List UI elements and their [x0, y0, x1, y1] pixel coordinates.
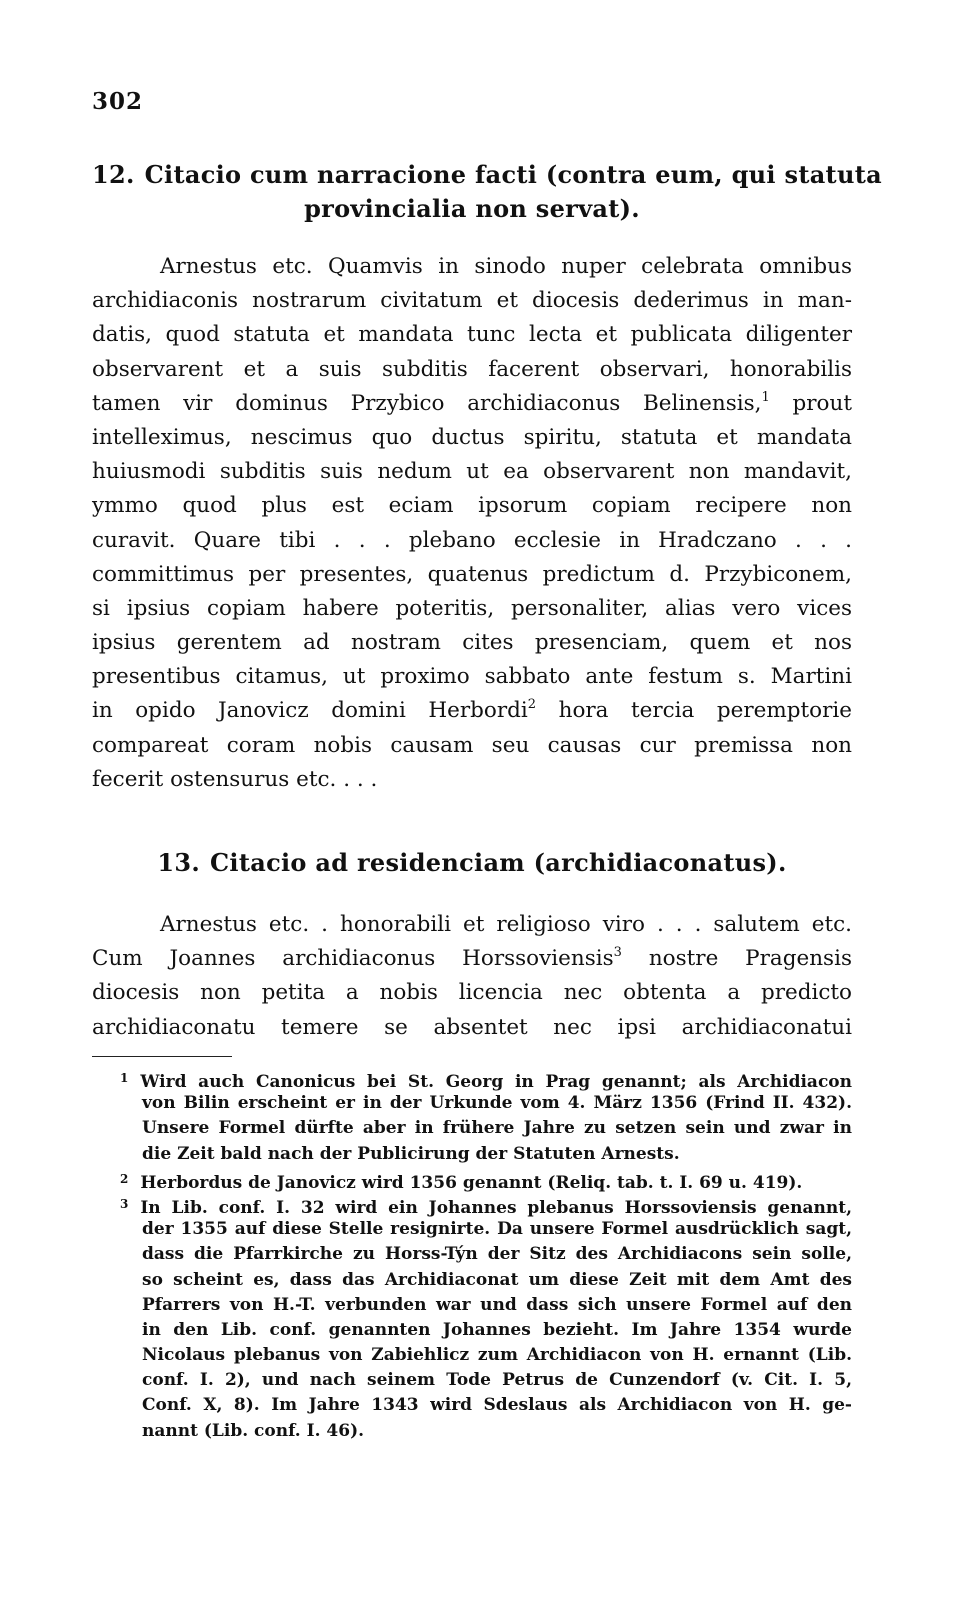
footnote-ref-1: 1: [761, 389, 770, 405]
footnote-3-text: In Lib. conf. I. 32 wird ein Johannes plebanus Horssoviensis genannt,: [140, 1197, 852, 1218]
body-12-line-segment: tamen vir dominus Przybico archidiaconus Belinensis,: [92, 390, 762, 416]
page-number: 302: [92, 88, 144, 115]
body-12-line: [92, 694, 852, 728]
body-13-line-segment: Cum Joannes archidiaconus Horssoviensis: [92, 946, 614, 972]
body-13-line: [92, 942, 852, 976]
body-13-line: Arnestus etc. . honorabili et religioso viro . . . salutem etc.: [160, 912, 852, 937]
section-heading-12: [92, 158, 882, 226]
footnote-divider: [92, 1056, 232, 1057]
footnote-3-line: Conf. X, 8). Im Jahre 1343 wird Sdeslaus als Archidiacon von H. ge-: [142, 1395, 852, 1416]
body-13-line: diocesis non petita a nobis licencia nec obtenta a predicto: [92, 980, 852, 1006]
heading-13-number: 13.: [157, 848, 201, 877]
heading-12-title-part-1: Citacio cum narracione facti (contra eum, qui statuta: [144, 160, 882, 189]
footnotes: [92, 1066, 852, 1444]
footnote-2-line: [92, 1167, 852, 1192]
footnote-ref-3: 3: [613, 945, 622, 961]
footnote-1-line: Unsere Formel dürfte aber in frühere Jahre zu setzen sein und zwar in: [142, 1118, 852, 1139]
section-body-12: [92, 250, 852, 797]
footnote-3-line: [92, 1192, 852, 1217]
footnote-1-text: Wird auch Canonicus bei St. Georg in Prag genannt; als Archidiacon: [140, 1072, 852, 1092]
footnote-1-line: [92, 1066, 852, 1091]
body-12-line: [92, 387, 852, 421]
heading-13-title: Citacio ad residenciam (archidiaconatus).: [210, 848, 787, 877]
body-12-line: si ipsius copiam habere poteritis, personaliter, alias vero vices: [92, 595, 852, 621]
footnote-3-line: Pfarrers von H.-T. verbunden war und dass sich unsere Formel auf den: [142, 1294, 852, 1315]
body-12-line: datis, quod statuta et mandata tunc lecta et publicata diligenter: [92, 322, 852, 348]
footnote-ref-2: 2: [527, 697, 537, 713]
footnote-mark-1: 1: [120, 1071, 129, 1085]
body-12-line: Arnestus etc. Quamvis in sinodo nuper celebrata omnibus: [160, 254, 852, 279]
heading-12-number: 12.: [92, 160, 135, 189]
footnote-2-text: Herbordus de Janovicz wird 1356 genannt (Reliq. tab. t. I. 69 u. 419).: [140, 1172, 803, 1193]
footnote-3-line: so scheint es, dass das Archidiaconat um diese Zeit mit dem Amt des: [142, 1269, 852, 1290]
body-12-line-segment: hora tercia peremptorie: [558, 698, 852, 724]
body-12-line: ymmo quod plus est eciam ipsorum copiam recipere non: [92, 493, 852, 519]
heading-12-line-1: [92, 158, 882, 192]
body-13-line: archidiaconatu temere se absentet nec ipsi archidiaconatui: [92, 1014, 852, 1040]
footnote-3-line: in den Lib. conf. genannten Johannes bezieht. Im Jahre 1354 wurde: [142, 1319, 852, 1340]
body-12-line: presentibus citamus, ut proximo sabbato ante festum s. Martini: [92, 664, 852, 690]
body-12-line: curavit. Quare tibi . . . plebano ecclesie in Hradczano . . .: [92, 527, 852, 553]
body-13-line-segment: nostre Pragensis: [648, 946, 852, 972]
body-12-line-segment: in opido Janovicz domini Herbordi: [92, 698, 528, 724]
footnote-3-line: dass die Pfarrkirche zu Horss-Týn der Sitz des Archidiacons sein solle,: [142, 1244, 852, 1265]
body-12-line: observarent et a suis subditis facerent observari, honorabilis: [92, 356, 852, 382]
heading-13-line: [92, 846, 852, 880]
footnote-1-line: die Zeit bald nach der Publicirung der Statuten Arnests.: [142, 1143, 680, 1164]
footnote-mark-2: 2: [120, 1171, 129, 1186]
footnote-1-line: von Bilin erscheint er in der Urkunde vom 4. März 1356 (Frind II. 432).: [142, 1093, 852, 1114]
body-12-line: compareat coram nobis causam seu causas cur premissa non: [92, 732, 852, 758]
body-12-line: huiusmodi subditis suis nedum ut ea observarent non mandavit,: [92, 459, 852, 485]
footnote-3-line: Nicolaus plebanus von Zabiehlicz zum Archidiacon von H. ernannt (Lib.: [142, 1345, 852, 1366]
body-12-line: intelleximus, nescimus quo ductus spiritu, statuta et mandata: [92, 424, 852, 450]
footnote-3-line: nannt (Lib. conf. I. 46).: [142, 1420, 365, 1441]
document-page: [92, 0, 882, 1599]
footnote-3-line: conf. I. 2), und nach seinem Tode Petrus de Cunzendorf (v. Cit. I. 5,: [142, 1370, 852, 1391]
body-12-line: fecerit ostensurus etc. . . .: [92, 766, 378, 792]
body-12-line: committimus per presentes, quatenus predictum d. Przybiconem,: [92, 561, 852, 587]
footnote-mark-3: 3: [120, 1196, 129, 1211]
heading-12-line-2: provincialia non servat).: [304, 194, 640, 223]
body-12-line: archidiaconis nostrarum civitatum et diocesis dederimus in man-: [92, 288, 852, 314]
section-heading-13: [92, 846, 852, 880]
body-12-line: ipsius gerentem ad nostram cites presenciam, quem et nos: [92, 630, 852, 656]
footnote-3-line: der 1355 auf diese Stelle resignirte. Da unsere Formel ausdrücklich sagt,: [142, 1219, 852, 1240]
body-12-line-segment: prout: [792, 390, 852, 416]
section-body-13: [92, 908, 852, 1045]
